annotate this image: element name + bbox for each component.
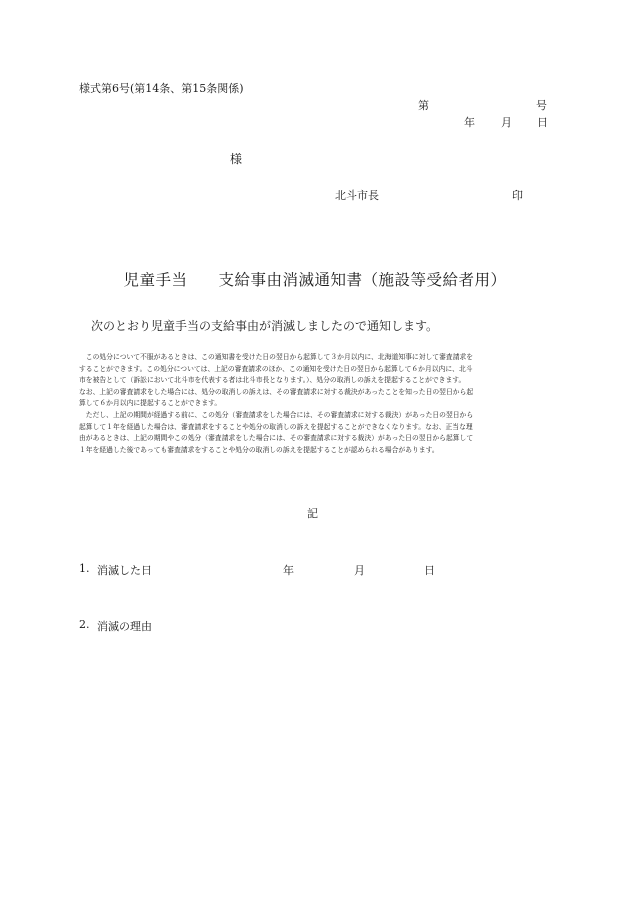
notice-line: なお、上記の審査請求をした場合には、処分の取消しの訴えは、その審査請求に対する裁決があったことを知った日の翌日から起	[79, 387, 474, 396]
date-month: 月	[501, 116, 512, 129]
document-number-prefix: 第	[418, 99, 429, 112]
document-number-suffix: 号	[536, 99, 547, 112]
appeal-notice	[79, 352, 549, 456]
document-title	[0, 268, 630, 290]
notice-line: 算して６か月以内に提起することができます。	[79, 399, 222, 408]
notice-line: 由があるときは、上記の期間やこの処分（審査請求をした場合には、その審査請求に対する裁決）があった日の翌日から起算して	[79, 434, 474, 443]
title-part1: 児童手当	[123, 271, 188, 289]
notice-line: ただし、上記の期間が経過する前に、この処分（審査請求をした場合には、その審査請求に対する裁決）があった日の翌日から	[79, 410, 474, 419]
notice-line: することができます。この処分については、上記の審査請求のほか、この通知を受けた日の翌日から起算して６か月以内に、北斗	[79, 364, 473, 373]
extinction-day: 日	[424, 564, 435, 577]
notice-line: 市を被告として（訴訟において北斗市を代表する者は北斗市長となります。）、処分の取消しの訴えを提起することができます。	[79, 376, 466, 385]
seal-mark: 印	[512, 189, 523, 202]
title-part2: 支給事由消滅通知書（施設等受給者用）	[218, 271, 507, 289]
extinction-year: 年	[283, 564, 294, 577]
date-day: 日	[537, 116, 548, 129]
form-number: 様式第6号(第14条、第15条関係)	[79, 82, 244, 95]
notice-line: この処分について不服があるときは、この通知書を受けた日の翌日から起算して３か月以内に、北海道知事に対して審査請求を	[79, 353, 474, 361]
notice-line: １年を経過した後であっても審査請求をすることや処分の取消しの訴えを提起することが認められる場合があります。	[79, 445, 439, 454]
item-number: 1.	[79, 562, 90, 575]
ki-heading: 記	[307, 507, 318, 520]
lead-text: 次のとおり児童手当の支給事由が消滅しましたので通知します。	[91, 319, 439, 333]
addressee-suffix: 様	[230, 152, 243, 166]
item-label-extinction-reason: 消滅の理由	[97, 620, 152, 633]
issuer-name: 北斗市長	[335, 189, 379, 202]
item-label-extinction-date: 消滅した日	[97, 564, 152, 577]
notice-line: 起算して１年を経過した場合は、審査請求をすることや処分の取消しの訴えを提起することができなくなります。なお、正当な理	[79, 422, 473, 431]
date-year: 年	[464, 116, 475, 129]
extinction-month: 月	[354, 564, 365, 577]
item-number: 2.	[79, 618, 90, 631]
